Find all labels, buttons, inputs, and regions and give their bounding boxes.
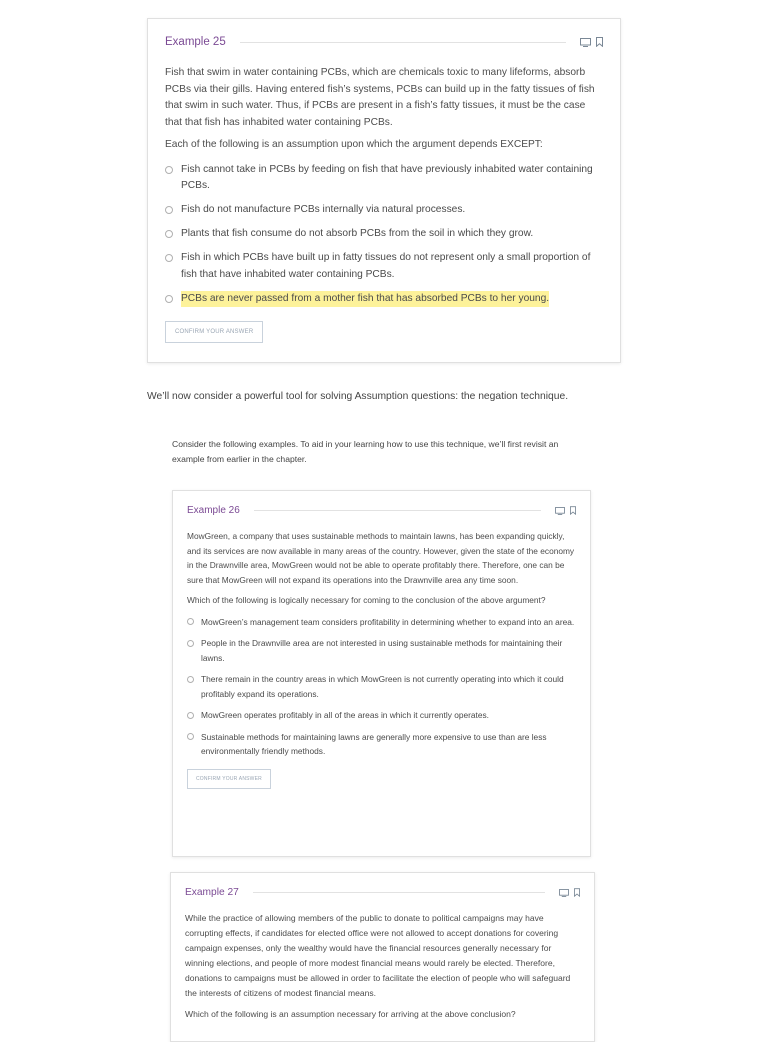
monitor-icon[interactable] <box>580 38 591 47</box>
radio-button[interactable] <box>165 230 173 238</box>
example-26-header <box>187 505 576 516</box>
answer-option-e[interactable] <box>187 730 576 759</box>
confirm-answer-button[interactable]: CONFIRM YOUR ANSWER <box>165 321 263 343</box>
answer-option-text: Fish in which PCBs have built up in fatty tissues do not represent only a small proportion of fish that have inhabited water containing PCBs. <box>181 252 591 280</box>
radio-button[interactable] <box>165 254 173 262</box>
example-25-card <box>147 18 621 363</box>
header-divider <box>254 510 541 511</box>
bookmark-icon[interactable] <box>574 888 580 897</box>
answer-option-b[interactable] <box>187 636 576 665</box>
answer-option-b[interactable] <box>165 202 603 219</box>
answer-option-d[interactable] <box>187 708 576 723</box>
answer-option-e[interactable] <box>165 291 603 308</box>
example-25-header <box>165 36 603 48</box>
radio-button[interactable] <box>165 166 173 174</box>
example-26-stimulus: MowGreen, a company that uses sustainable methods to maintain lawns, has been expanding quickly, and its services are now available in many areas of the country. However, given the state of the economy in the Drawnville area, MowGreen would not be able to operate profitably there. Therefore, one can be sure that MowGreen will not expand its operations into the Drawnville area any time soon. <box>187 531 575 585</box>
example-27-stimulus: While the practice of allowing members of the public to donate to political campaigns may have corrupting effects, if candidates for elected office were not allowed to accept donations for covering campaign expenses, only the wealthy would have the financial resources generally necessary for winning elections, and people of more modest financial means would rarely be elected. Therefore, donations to campaigns must be allowed in order to facilitate the election of people who will safeguard the interests of citizens of modest financial means. <box>185 913 571 998</box>
radio-button[interactable] <box>165 295 173 303</box>
example-26-title: Example 26 <box>187 505 240 516</box>
radio-button[interactable] <box>187 712 194 719</box>
example-25-options <box>165 162 603 308</box>
radio-button[interactable] <box>165 206 173 214</box>
example-25-stimulus: Fish that swim in water containing PCBs, which are chemicals toxic to many lifeforms, absorb PCBs via their gills. Having entered fish’s systems, PCBs can build up in the fatty tissues of fish that swim in such water. Thus, if PCBs are present in a fish’s fatty tissues, it must be the case that that fish has inhabited water containing PCBs. <box>165 67 595 128</box>
monitor-icon[interactable] <box>555 507 565 515</box>
answer-option-text: People in the Drawnville area are not interested in using sustainable methods for maintaining their lawns. <box>201 638 563 663</box>
answer-option-text: Plants that fish consume do not absorb PCBs from the soil in which they grow. <box>181 228 534 239</box>
answer-option-text: Fish do not manufacture PCBs internally via natural processes. <box>181 204 466 215</box>
answer-option-text: Sustainable methods for maintaining lawns are generally more expensive to use than are less environmentally friendly methods. <box>201 731 547 756</box>
header-divider <box>253 892 545 893</box>
answer-option-c[interactable] <box>165 226 603 243</box>
consider-examples-text: Consider the following examples. To aid in your learning how to use this technique, we’ll first revisit an example from earlier in the chapter. <box>172 439 559 464</box>
radio-button[interactable] <box>187 618 194 625</box>
radio-button[interactable] <box>187 733 194 740</box>
header-divider <box>240 42 566 43</box>
example-25-title: Example 25 <box>165 36 226 48</box>
answer-option-text: MowGreen’s management team considers profitability in determining whether to expand into an area. <box>201 616 575 627</box>
answer-option-d[interactable] <box>165 250 603 283</box>
example-26-options <box>187 615 576 759</box>
radio-button[interactable] <box>187 640 194 647</box>
example-27-question: Which of the following is an assumption necessary for arriving at the above conclusion? <box>185 1009 516 1019</box>
highlighted-option-text: PCBs are never passed from a mother fish that has absorbed PCBs to her young. <box>181 291 549 308</box>
negation-intro-text: We’ll now consider a powerful tool for solving Assumption questions: the negation technique. <box>147 391 569 402</box>
example-27-card <box>170 872 595 1042</box>
example-27-header <box>185 887 580 898</box>
answer-option-text: Fish cannot take in PCBs by feeding on fish that have previously inhabited water containing PCBs. <box>181 163 593 191</box>
example-25-question: Each of the following is an assumption upon which the argument depends EXCEPT: <box>165 139 543 150</box>
answer-option-c[interactable] <box>187 672 576 701</box>
confirm-answer-button[interactable]: CONFIRM YOUR ANSWER <box>187 769 271 789</box>
answer-option-text: There remain in the country areas in which MowGreen is not currently operating into which it could profitably expand its operations. <box>201 674 564 699</box>
radio-button[interactable] <box>187 676 194 683</box>
example-26-card <box>172 490 591 857</box>
bookmark-icon[interactable] <box>596 37 603 47</box>
example-27-title: Example 27 <box>185 887 239 898</box>
answer-option-a[interactable] <box>187 615 576 630</box>
answer-option-text: MowGreen operates profitably in all of the areas in which it currently operates. <box>201 710 490 720</box>
monitor-icon[interactable] <box>559 889 569 897</box>
answer-option-a[interactable] <box>165 162 603 195</box>
example-26-question: Which of the following is logically necessary for coming to the conclusion of the above argument? <box>187 595 546 605</box>
bookmark-icon[interactable] <box>570 506 576 515</box>
